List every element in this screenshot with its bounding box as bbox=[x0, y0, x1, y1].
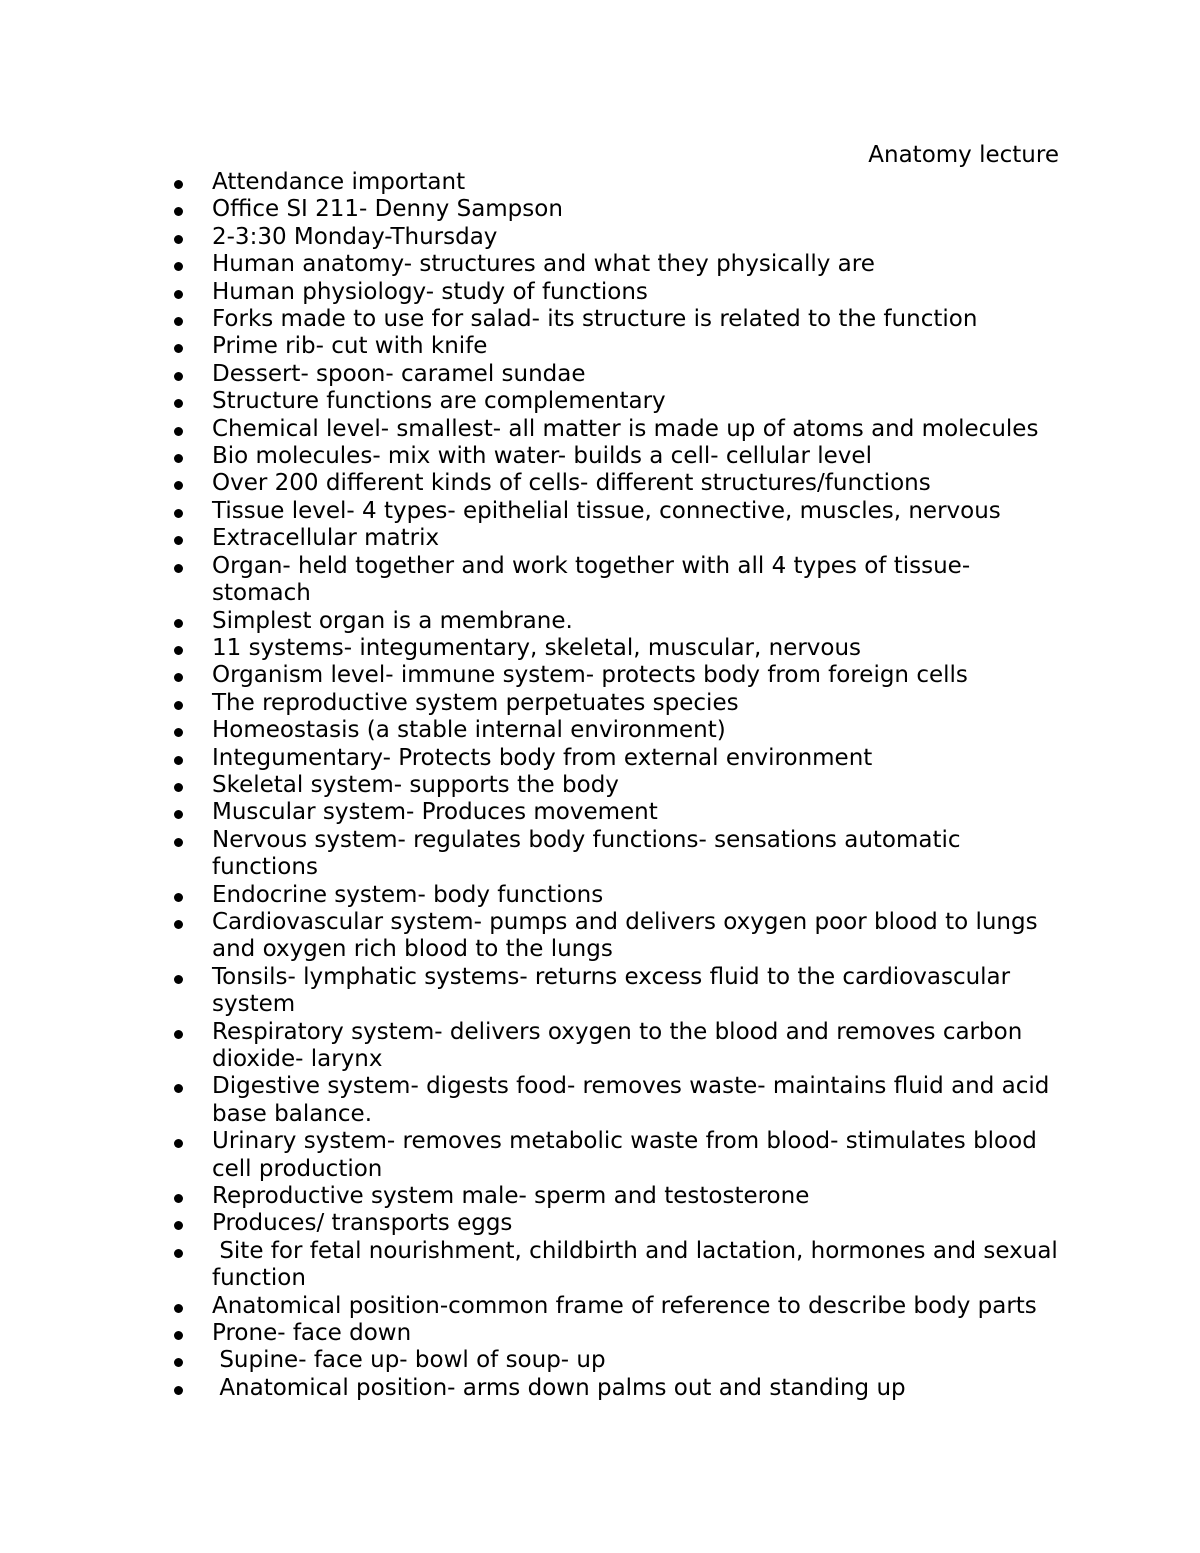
list-item-text: Office SI 211- Denny Sampson bbox=[212, 196, 563, 223]
list-item bbox=[168, 1375, 1068, 1402]
list-item bbox=[168, 388, 1068, 415]
list-item bbox=[168, 470, 1068, 497]
list-item bbox=[168, 635, 1068, 662]
list-item bbox=[168, 224, 1068, 251]
bullet-icon bbox=[174, 701, 183, 710]
list-item-text: Nervous system- regulates body functions- sensations automatic functions bbox=[212, 826, 968, 881]
list-item bbox=[168, 1210, 1068, 1237]
list-item bbox=[168, 1238, 1068, 1293]
list-item bbox=[168, 1347, 1068, 1374]
list-item-text: Urinary system- removes metabolic waste from blood- stimulates blood cell production bbox=[212, 1128, 1045, 1182]
list-item-text: Integumentary- Protects body from external environment bbox=[212, 744, 873, 771]
bullet-icon bbox=[174, 810, 183, 819]
list-item-text: 11 systems- integumentary, skeletal, muscular, nervous bbox=[212, 634, 862, 661]
list-item-text: Produces/ transports eggs bbox=[212, 1210, 513, 1237]
list-item-text: Human physiology- study of functions bbox=[212, 278, 648, 305]
list-item-text: Cardiovascular system- pumps and delivers oxygen poor blood to lungs and oxygen rich blood to the lungs bbox=[212, 908, 1045, 963]
bullet-icon bbox=[174, 509, 183, 518]
list-item-text: Extracellular matrix bbox=[212, 525, 440, 552]
list-item-text: Respiratory system- delivers oxygen to the blood and removes carbon dioxide- larynx bbox=[212, 1018, 1030, 1072]
list-item bbox=[168, 799, 1068, 826]
list-item-text: Endocrine system- body functions bbox=[212, 881, 604, 908]
list-item-text: Dessert- spoon- caramel sundae bbox=[212, 360, 586, 387]
list-item-text: Tissue level- 4 types- epithelial tissue, connective, muscles, nervous bbox=[212, 497, 1001, 524]
bullet-icon bbox=[174, 481, 183, 490]
list-item-text: Attendance important bbox=[212, 169, 466, 195]
list-item bbox=[168, 772, 1068, 799]
bullet-icon bbox=[174, 454, 183, 463]
bullet-icon bbox=[174, 975, 183, 984]
list-item-text: Muscular system- Produces movement bbox=[212, 799, 658, 826]
list-item bbox=[168, 306, 1068, 333]
notes-list bbox=[168, 169, 1068, 1402]
list-item-text: Human anatomy- structures and what they physically are bbox=[212, 251, 875, 278]
list-item bbox=[168, 525, 1068, 552]
bullet-icon bbox=[174, 207, 183, 216]
bullet-icon bbox=[174, 372, 183, 381]
list-item bbox=[168, 882, 1068, 909]
bullet-icon bbox=[174, 920, 183, 929]
list-item bbox=[168, 333, 1068, 360]
list-item bbox=[168, 964, 1068, 1019]
bullet-icon bbox=[174, 619, 183, 628]
list-item-text: Chemical level- smallest- all matter is made up of atoms and molecules bbox=[212, 415, 1039, 442]
list-item-text: Structure functions are complementary bbox=[212, 388, 666, 415]
list-item bbox=[168, 553, 1068, 608]
list-item bbox=[168, 827, 1068, 882]
list-item-text: Site for fetal nourishment, childbirth and lactation, hormones and sexual function bbox=[212, 1237, 1066, 1292]
list-item bbox=[168, 1073, 1068, 1128]
bullet-icon bbox=[174, 399, 183, 408]
bullet-icon bbox=[174, 1030, 183, 1039]
bullet-icon bbox=[174, 728, 183, 737]
list-item bbox=[168, 498, 1068, 525]
bullet-icon bbox=[174, 235, 183, 244]
list-item-text: 2-3:30 Monday-Thursday bbox=[212, 223, 498, 250]
list-item-text: Supine- face up- bowl of soup- up bbox=[212, 1347, 606, 1374]
list-item-text: Prone- face down bbox=[212, 1320, 412, 1347]
bullet-icon bbox=[174, 1386, 183, 1395]
list-item-text: Over 200 different kinds of cells- different structures/functions bbox=[212, 470, 931, 497]
list-item bbox=[168, 279, 1068, 306]
list-item bbox=[168, 1128, 1068, 1183]
bullet-icon bbox=[174, 1331, 183, 1340]
list-item bbox=[168, 1019, 1068, 1074]
bullet-icon bbox=[174, 317, 183, 326]
list-item bbox=[168, 608, 1068, 635]
bullet-icon bbox=[174, 1139, 183, 1148]
bullet-icon bbox=[174, 1194, 183, 1203]
bullet-icon bbox=[174, 1221, 183, 1230]
bullet-icon bbox=[174, 1249, 183, 1258]
list-item bbox=[168, 251, 1068, 278]
list-item-text: Tonsils- lymphatic systems- returns excess fluid to the cardiovascular system bbox=[212, 963, 1018, 1018]
bullet-icon bbox=[174, 536, 183, 545]
list-item-text: Prime rib- cut with knife bbox=[212, 333, 488, 360]
list-item bbox=[168, 1183, 1068, 1210]
list-item-text: Forks made to use for salad- its structure is related to the function bbox=[212, 306, 978, 333]
list-item-text: Digestive system- digests food- removes waste- maintains fluid and acid base balance. bbox=[212, 1073, 1057, 1127]
bullet-icon bbox=[174, 262, 183, 271]
bullet-icon bbox=[174, 1304, 183, 1313]
bullet-icon bbox=[174, 838, 183, 847]
list-item-text: Anatomical position-common frame of reference to describe body parts bbox=[212, 1292, 1037, 1319]
bullet-icon bbox=[174, 427, 183, 436]
list-item bbox=[168, 717, 1068, 744]
list-item-text: Bio molecules- mix with water- builds a cell- cellular level bbox=[212, 443, 872, 470]
list-item bbox=[168, 416, 1068, 443]
list-item bbox=[168, 361, 1068, 388]
bullet-icon bbox=[174, 783, 183, 792]
bullet-icon bbox=[174, 1358, 183, 1367]
bullet-icon bbox=[174, 344, 183, 353]
list-item-text: Simplest organ is a membrane. bbox=[212, 607, 573, 634]
list-item bbox=[168, 662, 1068, 689]
list-item-text: Organ- held together and work together with all 4 types of tissue- stomach bbox=[212, 552, 978, 607]
list-item-text: The reproductive system perpetuates species bbox=[212, 689, 739, 716]
bullet-icon bbox=[174, 290, 183, 299]
bullet-icon bbox=[174, 673, 183, 682]
list-item bbox=[168, 443, 1068, 470]
list-item bbox=[168, 196, 1068, 223]
list-item-text: Reproductive system male- sperm and testosterone bbox=[212, 1183, 810, 1210]
list-item bbox=[168, 169, 1068, 196]
bullet-icon bbox=[174, 1084, 183, 1093]
document-title: Anatomy lecture bbox=[868, 142, 1059, 168]
list-item bbox=[168, 1320, 1068, 1347]
list-item bbox=[168, 909, 1068, 964]
bullet-icon bbox=[174, 893, 183, 902]
bullet-icon bbox=[174, 180, 183, 189]
list-item bbox=[168, 1293, 1068, 1320]
bullet-icon bbox=[174, 646, 183, 655]
list-item-text: Anatomical position- arms down palms out and standing up bbox=[212, 1374, 906, 1401]
bullet-icon bbox=[174, 564, 183, 573]
list-item bbox=[168, 690, 1068, 717]
bullet-icon bbox=[174, 756, 183, 765]
list-item-text: Skeletal system- supports the body bbox=[212, 771, 619, 798]
list-item-text: Homeostasis (a stable internal environment) bbox=[212, 717, 726, 744]
list-item-text: Organism level- immune system- protects body from foreign cells bbox=[212, 662, 968, 689]
list-item bbox=[168, 745, 1068, 772]
